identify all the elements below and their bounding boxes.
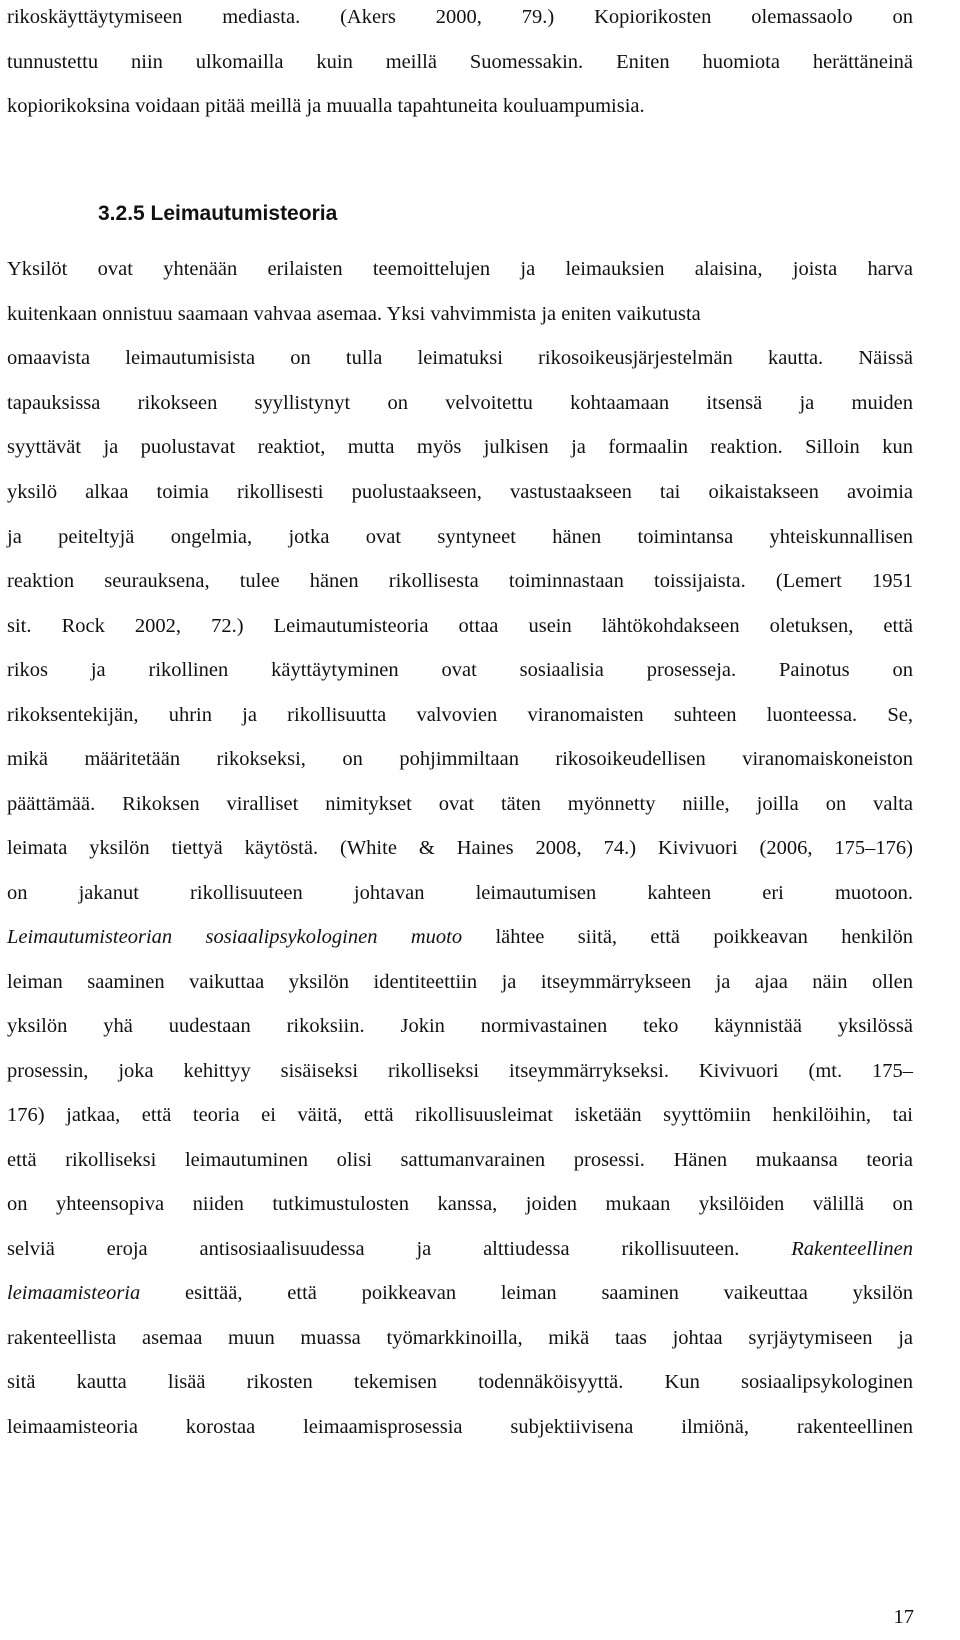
body-line-with-italic-start bbox=[7, 1280, 913, 1306]
body-line: rakenteellista asemaa muun muassa työmarkkinoilla, mikä taas johtaa syrjäytymiseen ja bbox=[7, 1327, 913, 1349]
body-line: prosessin, joka kehittyy sisäiseksi rikolliseksi itseymmärrykseksi. Kivivuori (mt. 175– bbox=[7, 1060, 913, 1082]
body-line-text: selviä eroja antisosiaalisuudessa ja alttiudessa rikollisuuteen. bbox=[7, 1238, 792, 1260]
italic-term: Rakenteellinen bbox=[791, 1238, 913, 1260]
body-line-with-italic-end bbox=[7, 1236, 913, 1262]
body-line: sit. Rock 2002, 72.) Leimautumisteoria ottaa usein lähtökohdakseen oletuksen, että bbox=[7, 615, 913, 637]
body-line: kuitenkaan onnistuu saamaan vahvaa asemaa. Yksi vahvimmista ja eniten vaikutusta bbox=[7, 303, 701, 325]
body-line: Yksilöt ovat yhtenään erilaisten teemoittelujen ja leimauksien alaisina, joista harva bbox=[7, 258, 913, 280]
body-line: yksilön yhä uudestaan rikoksiin. Jokin normivastainen teko käynnistää yksilössä bbox=[7, 1015, 913, 1037]
body-line: leimaamisteoria korostaa leimaamisprosessia subjektiivisena ilmiönä, rakenteellinen bbox=[7, 1416, 913, 1438]
body-line: sitä kautta lisää rikosten tekemisen todennäköisyyttä. Kun sosiaalipsykologinen bbox=[7, 1371, 913, 1393]
body-line: rikos ja rikollinen käyttäytyminen ovat sosiaalisia prosesseja. Painotus on bbox=[7, 659, 913, 681]
body-line: syyttävät ja puolustavat reaktiot, mutta myös julkisen ja formaalin reaktion. Silloin kun bbox=[7, 436, 913, 458]
italic-term: Leimautumisteorian sosiaalipsykologinen muoto bbox=[7, 926, 463, 948]
body-line: on yhteensopiva niiden tutkimustulosten kanssa, joiden mukaan yksilöiden välillä on bbox=[7, 1193, 913, 1215]
body-line: omaavista leimautumisista on tulla leimatuksi rikosoikeusjärjestelmän kautta. Näissä bbox=[7, 347, 913, 369]
body-line-rest: lähtee siitä, että poikkeavan henkilön bbox=[462, 926, 913, 948]
body-line: tapauksissa rikokseen syyllistynyt on velvoitettu kohtaamaan itsensä ja muiden bbox=[7, 392, 913, 414]
body-line: mikä määritetään rikokseksi, on pohjimmiltaan rikosoikeudellisen viranomaiskoneiston bbox=[7, 748, 913, 770]
page-number: 17 bbox=[893, 1606, 914, 1628]
body-line: leimata yksilön tiettyä käytöstä. (White & Haines 2008, 74.) Kivivuori (2006, 175–176) bbox=[7, 837, 913, 859]
body-line: reaktion seurauksena, tulee hänen rikollisesta toiminnastaan toissijaista. (Lemert 1951 bbox=[7, 570, 913, 592]
italic-term: leimaamisteoria bbox=[7, 1282, 141, 1304]
body-line: 176) jatkaa, että teoria ei väitä, että rikollisuusleimat isketään syyttömiin henkilöihin, tai bbox=[7, 1104, 913, 1126]
intro-line-3: kopiorikoksina voidaan pitää meillä ja muualla tapahtuneita kouluampumisia. bbox=[7, 95, 645, 117]
body-line-with-italic bbox=[7, 924, 913, 950]
body-line: yksilö alkaa toimia rikollisesti puolustaakseen, vastustaakseen tai oikaistakseen avoimia bbox=[7, 481, 913, 503]
intro-line-1: rikoskäyttäytymiseen mediasta. (Akers 2000, 79.) Kopiorikosten olemassaolo on bbox=[7, 6, 913, 28]
intro-line-2: tunnustettu niin ulkomailla kuin meillä Suomessakin. Eniten huomiota herättäneinä bbox=[7, 51, 913, 73]
body-line: rikoksentekijän, uhrin ja rikollisuutta valvovien viranomaisten suhteen luonteessa. Se, bbox=[7, 704, 913, 726]
body-line-rest: esittää, että poikkeavan leiman saaminen vaikeuttaa yksilön bbox=[140, 1282, 913, 1304]
section-heading: 3.2.5 Leimautumisteoria bbox=[98, 202, 338, 225]
body-line: ja peiteltyjä ongelmia, jotka ovat syntyneet hänen toimintansa yhteiskunnallisen bbox=[7, 526, 913, 548]
body-line: päättämää. Rikoksen viralliset nimitykset ovat täten myönnetty niille, joilla on valta bbox=[7, 793, 913, 815]
body-line: että rikolliseksi leimautuminen olisi sattumanvarainen prosessi. Hänen mukaansa teoria bbox=[7, 1149, 913, 1171]
body-line: leiman saaminen vaikuttaa yksilön identiteettiin ja itseymmärrykseen ja ajaa näin ollen bbox=[7, 971, 913, 993]
body-line: on jakanut rikollisuuteen johtavan leimautumisen kahteen eri muotoon. bbox=[7, 882, 913, 904]
